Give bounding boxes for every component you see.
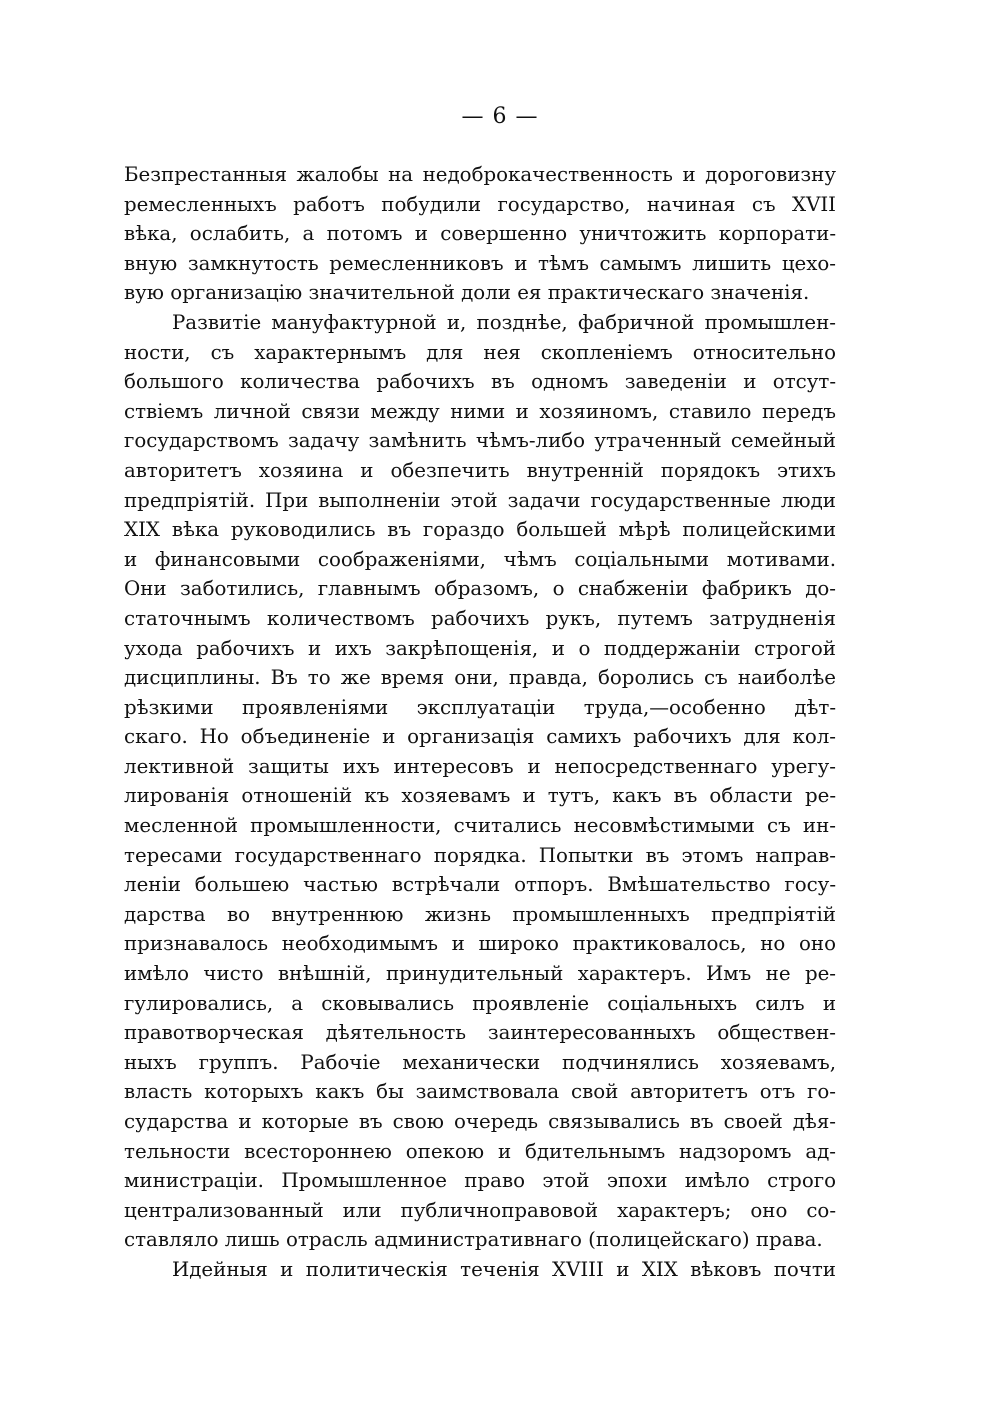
text-line: государствомъ задачу замѣнить чѣмъ-либо утраченный семейный (124, 429, 836, 453)
text-line: дисциплины. Въ то же время они, правда, боролись съ наиболѣе (124, 666, 836, 690)
text-line: большого количества рабочихъ въ одномъ заведеніи и отсут- (124, 370, 836, 394)
body-text (124, 160, 836, 1285)
text-line: леніи большею частью встрѣчали отпоръ. Вмѣшательство госу- (124, 873, 836, 897)
text-line: Безпрестанныя жалобы на недоброкачественность и дороговизну (124, 163, 836, 186)
text-line: вую организацію значительной доли ея практическаго значенія. (124, 281, 810, 305)
text-line: вную замкнутость ремесленниковъ и тѣмъ самымъ лишить цехо- (124, 251, 836, 275)
page-number: — 6 — (461, 104, 539, 129)
text-line: Идейныя и политическія теченія XVIII и XIX вѣковъ почти (172, 1257, 836, 1281)
text-line: ныхъ группъ. Рабочіе механически подчинялись хозяевамъ, (124, 1050, 836, 1074)
text-line: тересами государственнаго порядка. Попытки въ этомъ направ- (124, 843, 836, 867)
text-line: Они заботились, главнымъ образомъ, о снабженіи фабрикъ до- (124, 577, 836, 601)
text-line: авторитетъ хозяина и обезпечить внутренній порядокъ этихъ (124, 458, 836, 482)
text-line: XIX вѣка руководились въ гораздо большей мѣрѣ полицейскими (124, 518, 836, 542)
text-line: и финансовыми соображеніями, чѣмъ соціальными мотивами. (124, 547, 836, 571)
text-line: Развитіе мануфактурной и, позднѣе, фабричной промышлен- (172, 310, 836, 334)
text-line: ности, съ характернымъ для нея скопленіемъ относительно (124, 340, 836, 364)
text-line: лективной защиты ихъ интересовъ и непосредственнаго урегу- (124, 754, 836, 778)
text-line: месленной промышленности, считались несовмѣстимыми съ ин- (124, 814, 836, 838)
text-line: ремесленныхъ работъ побудили государство, начиная съ XVII (124, 192, 836, 216)
text-line: ставляло лишь отрасль административнаго (полицейскаго) права. (124, 1228, 823, 1252)
text-line: рѣзкими проявленіями эксплуатаціи труда,—особенно дѣт- (124, 695, 836, 719)
text-line: министраціи. Промышленное право этой эпохи имѣло строго (124, 1169, 836, 1193)
text-line: скаго. Но объединеніе и организація самихъ рабочихъ для кол- (124, 725, 836, 749)
text-line: централизованный или публичноправовой характеръ; оно со- (124, 1198, 836, 1222)
text-line: тельности всестороннею опекою и бдительнымъ надзоромъ ад- (124, 1139, 836, 1163)
text-line: дарства во внутреннюю жизнь промышленныхъ предпріятій (124, 902, 836, 926)
text-line: вѣка, ослабить, а потомъ и совершенно уничтожить корпорати- (124, 222, 836, 246)
text-line: правотворческая дѣятельность заинтересованныхъ обществен- (124, 1021, 836, 1045)
text-line: сударства и которые въ свою очередь связывались въ своей дѣя- (124, 1110, 836, 1133)
text-line: ухода рабочихъ и ихъ закрѣпощенія, и о поддержаніи строгой (124, 636, 836, 660)
text-line: власть которыхъ какъ бы заимствовала свой авторитетъ отъ го- (124, 1080, 836, 1104)
text-line: имѣло чисто внѣшній, принудительный характеръ. Имъ не ре- (124, 962, 836, 986)
text-line: лированія отношеній къ хозяевамъ и тутъ, какъ въ области ре- (124, 784, 836, 808)
text-line: гулировались, а сковывались проявленіе соціальныхъ силъ и (124, 991, 836, 1015)
text-line: статочнымъ количествомъ рабочихъ рукъ, путемъ затрудненія (124, 606, 836, 630)
text-line: ствіемъ личной связи между ними и хозяиномъ, ставило передъ (124, 399, 836, 423)
text-line: предпріятій. При выполненіи этой задачи государственные люди (124, 488, 836, 512)
text-line: признавалось необходимымъ и широко практиковалось, но оно (124, 932, 836, 956)
